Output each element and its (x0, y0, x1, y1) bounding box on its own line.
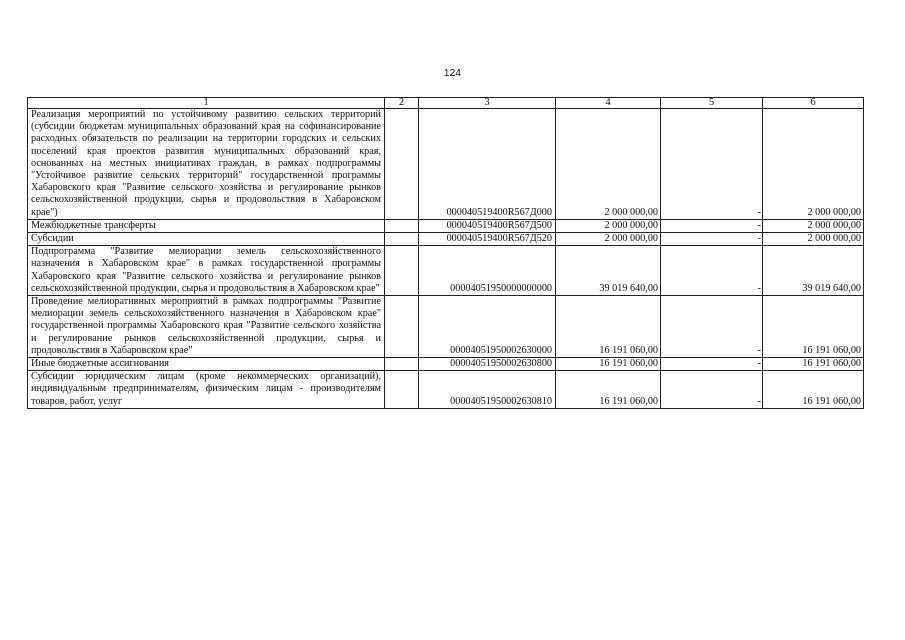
row-total: 16 191 060,00 (763, 371, 864, 409)
table-row (28, 219, 864, 232)
table-body (28, 109, 864, 409)
row-name: Субсидии юридическим лицам (кроме некоммерческих организаций), индивидуальным предпринимателям, физическим лицам - производителям товаров, работ, услуг (28, 371, 385, 409)
row-name: Иные бюджетные ассигнования (28, 358, 385, 371)
row-name: Реализация мероприятий по устойчивому развитию сельских территорий (субсидии бюджетам муниципальных образований края на софинансирование расходных обязательств по реализации на территории городских и сельских поселений края проектов развития муниципальных образований края, основанных на местных инициативах граждан, в рамках подпрограммы "Устойчивое развитие сельских территорий" государственной программы Хабаровского края "Развитие сельского хозяйства и регулирование рынков сельскохозяйственной продукции, сырья и продовольствия в Хабаровском крае") (28, 109, 385, 220)
row-amount: 16 191 060,00 (556, 358, 661, 371)
row-col2 (385, 246, 419, 296)
table-row (28, 371, 864, 409)
page-number: 124 (443, 68, 462, 79)
row-amount: 2 000 000,00 (556, 219, 661, 232)
row-total: 2 000 000,00 (763, 233, 864, 246)
row-code: 00004051950002630810 (419, 371, 556, 409)
table-row (28, 109, 864, 220)
row-col2 (385, 371, 419, 409)
row-col2 (385, 219, 419, 232)
row-col5: - (661, 109, 763, 220)
row-code: 00004051950002630000 (419, 296, 556, 358)
table-row (28, 246, 864, 296)
header-col-5: 5 (661, 98, 763, 109)
header-col-2: 2 (385, 98, 419, 109)
row-name: Субсидии (28, 233, 385, 246)
row-total: 39 019 640,00 (763, 246, 864, 296)
row-code: 00004051950000000000 (419, 246, 556, 296)
row-col5: - (661, 371, 763, 409)
header-col-6: 6 (763, 98, 864, 109)
header-col-1: 1 (28, 98, 385, 109)
row-amount: 39 019 640,00 (556, 246, 661, 296)
row-col5: - (661, 358, 763, 371)
header-row (28, 98, 864, 109)
row-name: Проведение мелиоративных мероприятий в рамках подпрограммы "Развитие мелиорации земель сельскохозяйственного назначения в Хабаровском крае" государственной программы Хабаровского края "Развитие сельского хозяйства и регулирование рынков сельскохозяйственной продукции, сырья и продовольствия в Хабаровском крае" (28, 296, 385, 358)
row-col2 (385, 296, 419, 358)
table-header (28, 98, 864, 109)
row-amount: 16 191 060,00 (556, 296, 661, 358)
row-amount: 2 000 000,00 (556, 233, 661, 246)
row-col2 (385, 358, 419, 371)
row-col5: - (661, 246, 763, 296)
row-col5: - (661, 219, 763, 232)
row-name: Подпрограмма "Развитие мелиорации земель сельскохозяйственного назначения в Хабаровском крае" в рамках государственной программы Хабаровского края "Развитие сельского хозяйства и регулирование рынков сельскохозяйственной продукции, сырья и продовольствия в Хабаровском крае" (28, 246, 385, 296)
row-col5: - (661, 296, 763, 358)
row-col2 (385, 109, 419, 220)
row-amount: 2 000 000,00 (556, 109, 661, 220)
row-total: 16 191 060,00 (763, 358, 864, 371)
row-amount: 16 191 060,00 (556, 371, 661, 409)
row-code: 00004051950002630800 (419, 358, 556, 371)
row-col5: - (661, 233, 763, 246)
row-code: 000040519400R567Д000 (419, 109, 556, 220)
row-code: 000040519400R567Д500 (419, 219, 556, 232)
table-row (28, 233, 864, 246)
table-row (28, 296, 864, 358)
row-col2 (385, 233, 419, 246)
budget-table (27, 97, 864, 409)
row-total: 2 000 000,00 (763, 109, 864, 220)
row-total: 2 000 000,00 (763, 219, 864, 232)
header-col-3: 3 (419, 98, 556, 109)
row-code: 000040519400R567Д520 (419, 233, 556, 246)
row-name: Межбюджетные трансферты (28, 219, 385, 232)
table-row (28, 358, 864, 371)
row-total: 16 191 060,00 (763, 296, 864, 358)
header-col-4: 4 (556, 98, 661, 109)
